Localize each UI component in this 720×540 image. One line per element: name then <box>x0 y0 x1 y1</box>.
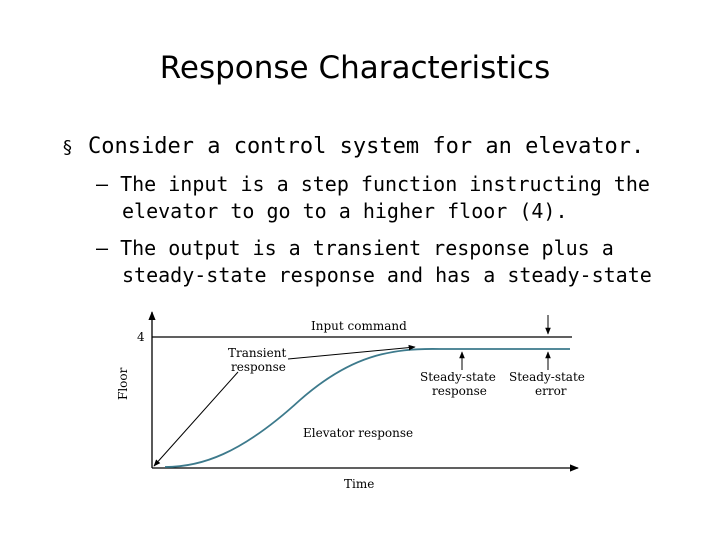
y-axis-label: Floor <box>116 367 130 400</box>
sub-bullet-1-dash: – <box>96 172 109 196</box>
transient-label-line2: response <box>231 360 286 374</box>
transient-arrow-lower <box>154 372 238 466</box>
elevator-response-label: Elevator response <box>303 426 414 440</box>
steady-state-error-label-line1: Steady-state <box>509 370 585 384</box>
elevator-response-curve <box>165 349 570 467</box>
input-command-label: Input command <box>311 319 407 333</box>
x-axis-label: Time <box>344 477 375 491</box>
sub-bullet-1-line1: The input is a step function instructing the <box>120 172 650 196</box>
sub-bullet-2-line1: The output is a transient response plus a <box>120 236 614 260</box>
transient-label-line1: Transient <box>228 346 287 360</box>
steady-state-response-label-line1: Steady-state <box>420 370 496 384</box>
main-bullet-text: Consider a control system for an elevator. <box>88 134 645 159</box>
steady-state-response-label-line2: response <box>432 384 487 398</box>
transient-arrow-upper <box>288 347 415 359</box>
sub-bullet-2-dash: – <box>96 236 109 260</box>
sub-bullet-2-line2: steady-state response and has a steady-state <box>122 263 652 287</box>
slide-title: Response Characteristics <box>159 50 551 86</box>
y-tick-label: 4 <box>137 330 145 344</box>
sub-bullet-1-line2: elevator to go to a higher floor (4). <box>122 199 568 223</box>
steady-state-error-label-line2: error <box>535 384 567 398</box>
bullet-marker: § <box>62 137 73 158</box>
